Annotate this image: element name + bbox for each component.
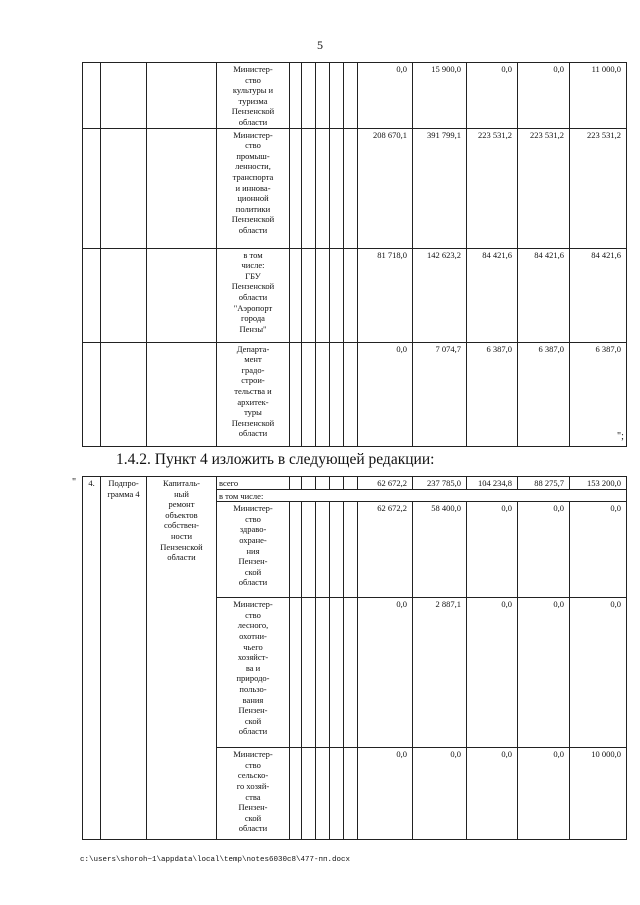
value-cell: 0,0 bbox=[467, 502, 518, 598]
empty-cell bbox=[330, 342, 344, 446]
empty-cell bbox=[101, 128, 147, 248]
section-heading: 1.4.2. Пункт 4 изложить в следующей редакции: bbox=[116, 451, 435, 468]
value-cell: 208 670,1 bbox=[358, 128, 413, 248]
empty-cell bbox=[316, 248, 330, 342]
table-row-total bbox=[83, 477, 627, 490]
value-cell: 0,0 bbox=[518, 748, 570, 840]
table-row bbox=[83, 128, 627, 248]
value-cell: 81 718,0 bbox=[358, 248, 413, 342]
empty-cell bbox=[316, 748, 330, 840]
empty-cell bbox=[302, 598, 316, 748]
value-cell: 0,0 bbox=[358, 748, 413, 840]
empty-cell bbox=[344, 477, 358, 490]
empty-cell bbox=[330, 502, 344, 598]
empty-cell bbox=[330, 477, 344, 490]
total-value-cell: 237 785,0 bbox=[413, 477, 467, 490]
value-cell: 0,0 bbox=[467, 63, 518, 129]
organization-cell: Министер- ство лесного, охотни- чьего хозяйст- ва и природо- пользо- вания Пензен- ской области bbox=[217, 598, 290, 748]
value-cell: 84 421,6 bbox=[518, 248, 570, 342]
empty-cell bbox=[344, 502, 358, 598]
empty-cell bbox=[83, 248, 101, 342]
budget-table-continuation bbox=[82, 62, 627, 447]
empty-cell bbox=[316, 342, 330, 446]
value-cell: 223 531,2 bbox=[518, 128, 570, 248]
value-cell: 0,0 bbox=[358, 342, 413, 446]
empty-cell bbox=[302, 63, 316, 129]
empty-cell bbox=[316, 502, 330, 598]
total-value-cell: 153 200,0 bbox=[570, 477, 627, 490]
value-cell: 0,0 bbox=[518, 598, 570, 748]
organization-cell: Министер- ство здраво- охране- ния Пензен- ской области bbox=[217, 502, 290, 598]
empty-cell bbox=[290, 248, 302, 342]
value-cell: 0,0 bbox=[570, 598, 627, 748]
value-cell: 11 000,0 bbox=[570, 63, 627, 129]
empty-cell bbox=[344, 598, 358, 748]
program-name-cell: Капиталь- ный ремонт объектов собствен- ности Пензенской области bbox=[147, 477, 217, 840]
empty-cell bbox=[147, 63, 217, 129]
value-cell: 84 421,6 bbox=[467, 248, 518, 342]
empty-cell bbox=[290, 128, 302, 248]
closing-quote: "; bbox=[617, 431, 624, 442]
including-label-cell: в том числе: bbox=[217, 489, 627, 502]
value-cell: 391 799,1 bbox=[413, 128, 467, 248]
empty-cell bbox=[290, 477, 302, 490]
empty-cell bbox=[344, 248, 358, 342]
table-row bbox=[83, 342, 627, 446]
value-cell: 0,0 bbox=[358, 598, 413, 748]
value-cell: 0,0 bbox=[467, 748, 518, 840]
value-cell: 0,0 bbox=[518, 502, 570, 598]
empty-cell bbox=[101, 342, 147, 446]
empty-cell bbox=[316, 598, 330, 748]
value-cell: 62 672,2 bbox=[358, 502, 413, 598]
empty-cell bbox=[344, 63, 358, 129]
empty-cell bbox=[101, 63, 147, 129]
empty-cell bbox=[316, 63, 330, 129]
value-cell: 6 387,0 bbox=[518, 342, 570, 446]
value-cell: 223 531,2 bbox=[467, 128, 518, 248]
empty-cell bbox=[101, 248, 147, 342]
value-cell: 58 400,0 bbox=[413, 502, 467, 598]
page-number: 5 bbox=[317, 38, 323, 52]
organization-cell: Министер- ство промыш- ленности, транспорта и иннова- ционной политики Пензенской области bbox=[217, 128, 290, 248]
empty-cell bbox=[290, 748, 302, 840]
value-cell: 10 000,0 bbox=[570, 748, 627, 840]
organization-cell: Министер- ство сельско- го хозяй- ства Пензен- ской области bbox=[217, 748, 290, 840]
value-cell: 6 387,0 bbox=[467, 342, 518, 446]
file-path-footer: c:\users\shoroh~1\appdata\local\temp\notes6030c8\477-пп.docx bbox=[80, 856, 351, 864]
table-row bbox=[83, 248, 627, 342]
value-cell: 223 531,2 bbox=[570, 128, 627, 248]
empty-cell bbox=[290, 598, 302, 748]
empty-cell bbox=[330, 748, 344, 840]
empty-cell bbox=[302, 128, 316, 248]
subprogram-cell: Подпро- грамма 4 bbox=[101, 477, 147, 840]
empty-cell bbox=[83, 342, 101, 446]
value-cell: 15 900,0 bbox=[413, 63, 467, 129]
empty-cell bbox=[344, 342, 358, 446]
value-cell: 0,0 bbox=[467, 598, 518, 748]
empty-cell bbox=[147, 248, 217, 342]
empty-cell bbox=[302, 477, 316, 490]
value-cell: 0,0 bbox=[518, 63, 570, 129]
empty-cell bbox=[344, 748, 358, 840]
value-cell: 6 387,0 bbox=[570, 342, 627, 446]
empty-cell bbox=[290, 502, 302, 598]
empty-cell bbox=[302, 248, 316, 342]
empty-cell bbox=[316, 477, 330, 490]
empty-cell bbox=[330, 63, 344, 129]
value-cell: 84 421,6 bbox=[570, 248, 627, 342]
opening-quote: " bbox=[72, 477, 77, 488]
empty-cell bbox=[147, 342, 217, 446]
item-number-cell: 4. bbox=[83, 477, 101, 840]
budget-table-item-4 bbox=[82, 476, 627, 840]
total-value-cell: 88 275,7 bbox=[518, 477, 570, 490]
organization-cell: в том числе: ГБУ Пензенской области "Аэропорт города Пензы" bbox=[217, 248, 290, 342]
organization-cell: Министер- ство культуры и туризма Пензенской области bbox=[217, 63, 290, 129]
empty-cell bbox=[330, 248, 344, 342]
value-cell: 0,0 bbox=[413, 748, 467, 840]
value-cell: 0,0 bbox=[570, 502, 627, 598]
empty-cell bbox=[302, 342, 316, 446]
empty-cell bbox=[330, 128, 344, 248]
value-cell: 0,0 bbox=[358, 63, 413, 129]
total-value-cell: 104 234,8 bbox=[467, 477, 518, 490]
empty-cell bbox=[344, 128, 358, 248]
empty-cell bbox=[147, 128, 217, 248]
empty-cell bbox=[290, 63, 302, 129]
organization-cell: Департа- мент градо- строи- тельства и архитек- туры Пензенской области bbox=[217, 342, 290, 446]
total-label-cell: всего bbox=[217, 477, 290, 490]
empty-cell bbox=[83, 63, 101, 129]
value-cell: 7 074,7 bbox=[413, 342, 467, 446]
empty-cell bbox=[302, 502, 316, 598]
value-cell: 142 623,2 bbox=[413, 248, 467, 342]
value-cell: 2 887,1 bbox=[413, 598, 467, 748]
table-row bbox=[83, 63, 627, 129]
empty-cell bbox=[83, 128, 101, 248]
empty-cell bbox=[330, 598, 344, 748]
empty-cell bbox=[316, 128, 330, 248]
empty-cell bbox=[302, 748, 316, 840]
total-value-cell: 62 672,2 bbox=[358, 477, 413, 490]
empty-cell bbox=[290, 342, 302, 446]
